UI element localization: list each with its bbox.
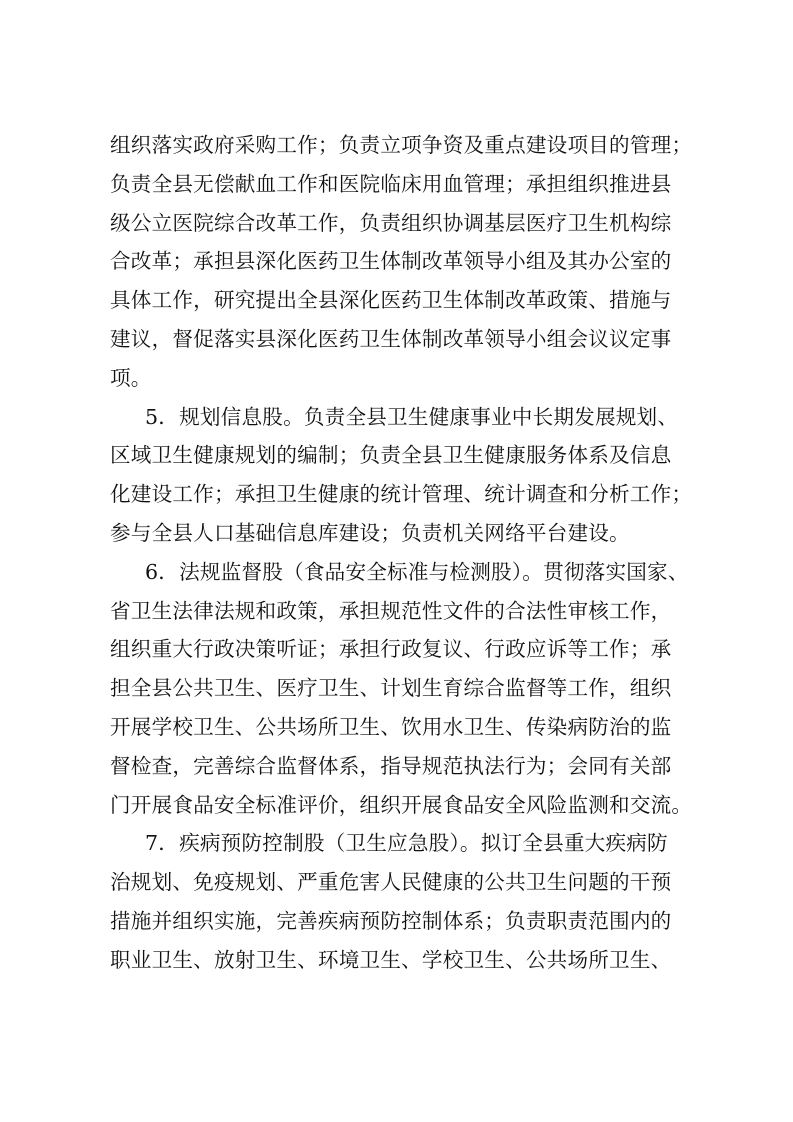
text-line: 项。 [110,365,152,390]
document-body [110,126,710,980]
text-line: 省卫生法律法规和政策，承担规范性文件的合法性审核工作， [110,598,672,623]
text-line: 负责全县无偿献血工作和医院临床用血管理；承担组织推进县 [110,171,672,196]
text-line: 治规划、免疫规划、严重危害人民健康的公共卫生问题的干预 [110,870,672,895]
text-line: 组织落实政府采购工作；负责立项争资及重点建设项目的管理； [110,133,693,157]
text-line: 建议，督促落实县深化医药卫生体制改革领导小组会议议定事 [110,326,672,351]
text-line: 合改革；承担县深化医药卫生体制改革领导小组及其办公室的 [110,249,672,274]
text-line: 督检查，完善综合监督体系，指导规范执法行为；会同有关部 [110,753,672,778]
paragraph-heading-line: 7．疾病预防控制股（卫生应急股）。拟订全县重大疾病防 [145,831,668,856]
paragraph-heading-line: 5．规划信息股。负责全县卫生健康事业中长期发展规划、 [145,404,679,429]
text-line: 具体工作，研究提出全县深化医药卫生体制改革政策、措施与 [110,288,672,313]
text-line: 职业卫生、放射卫生、环境卫生、学校卫生、公共场所卫生、 [110,947,672,972]
text-line: 化建设工作；承担卫生健康的统计管理、统计调查和分析工作； [110,482,693,507]
text-line: 级公立医院综合改革工作，负责组织协调基层医疗卫生机构综 [110,210,672,235]
paragraph-heading-line: 6．法规监督股（食品安全标准与检测股）。贯彻落实国家、 [145,559,689,584]
paragraph-planning-information [110,398,710,553]
paragraph-disease-control [110,824,710,979]
paragraph-continued [110,126,710,398]
text-line: 组织重大行政决策听证；承担行政复议、行政应诉等工作；承 [110,637,672,662]
text-line: 措施并组织实施，完善疾病预防控制体系；负责职责范围内的 [110,908,672,933]
paragraph-regulation-supervision [110,553,710,825]
text-line: 门开展食品安全标准评价，组织开展食品安全风险监测和交流。 [110,792,693,817]
text-line: 担全县公共卫生、医疗卫生、计划生育综合监督等工作，组织 [110,676,672,701]
text-line: 区域卫生健康规划的编制；负责全县卫生健康服务体系及信息 [110,443,672,468]
text-line: 开展学校卫生、公共场所卫生、饮用水卫生、传染病防治的监 [110,714,672,739]
text-line: 参与全县人口基础信息库建设；负责机关网络平台建设。 [110,520,630,545]
